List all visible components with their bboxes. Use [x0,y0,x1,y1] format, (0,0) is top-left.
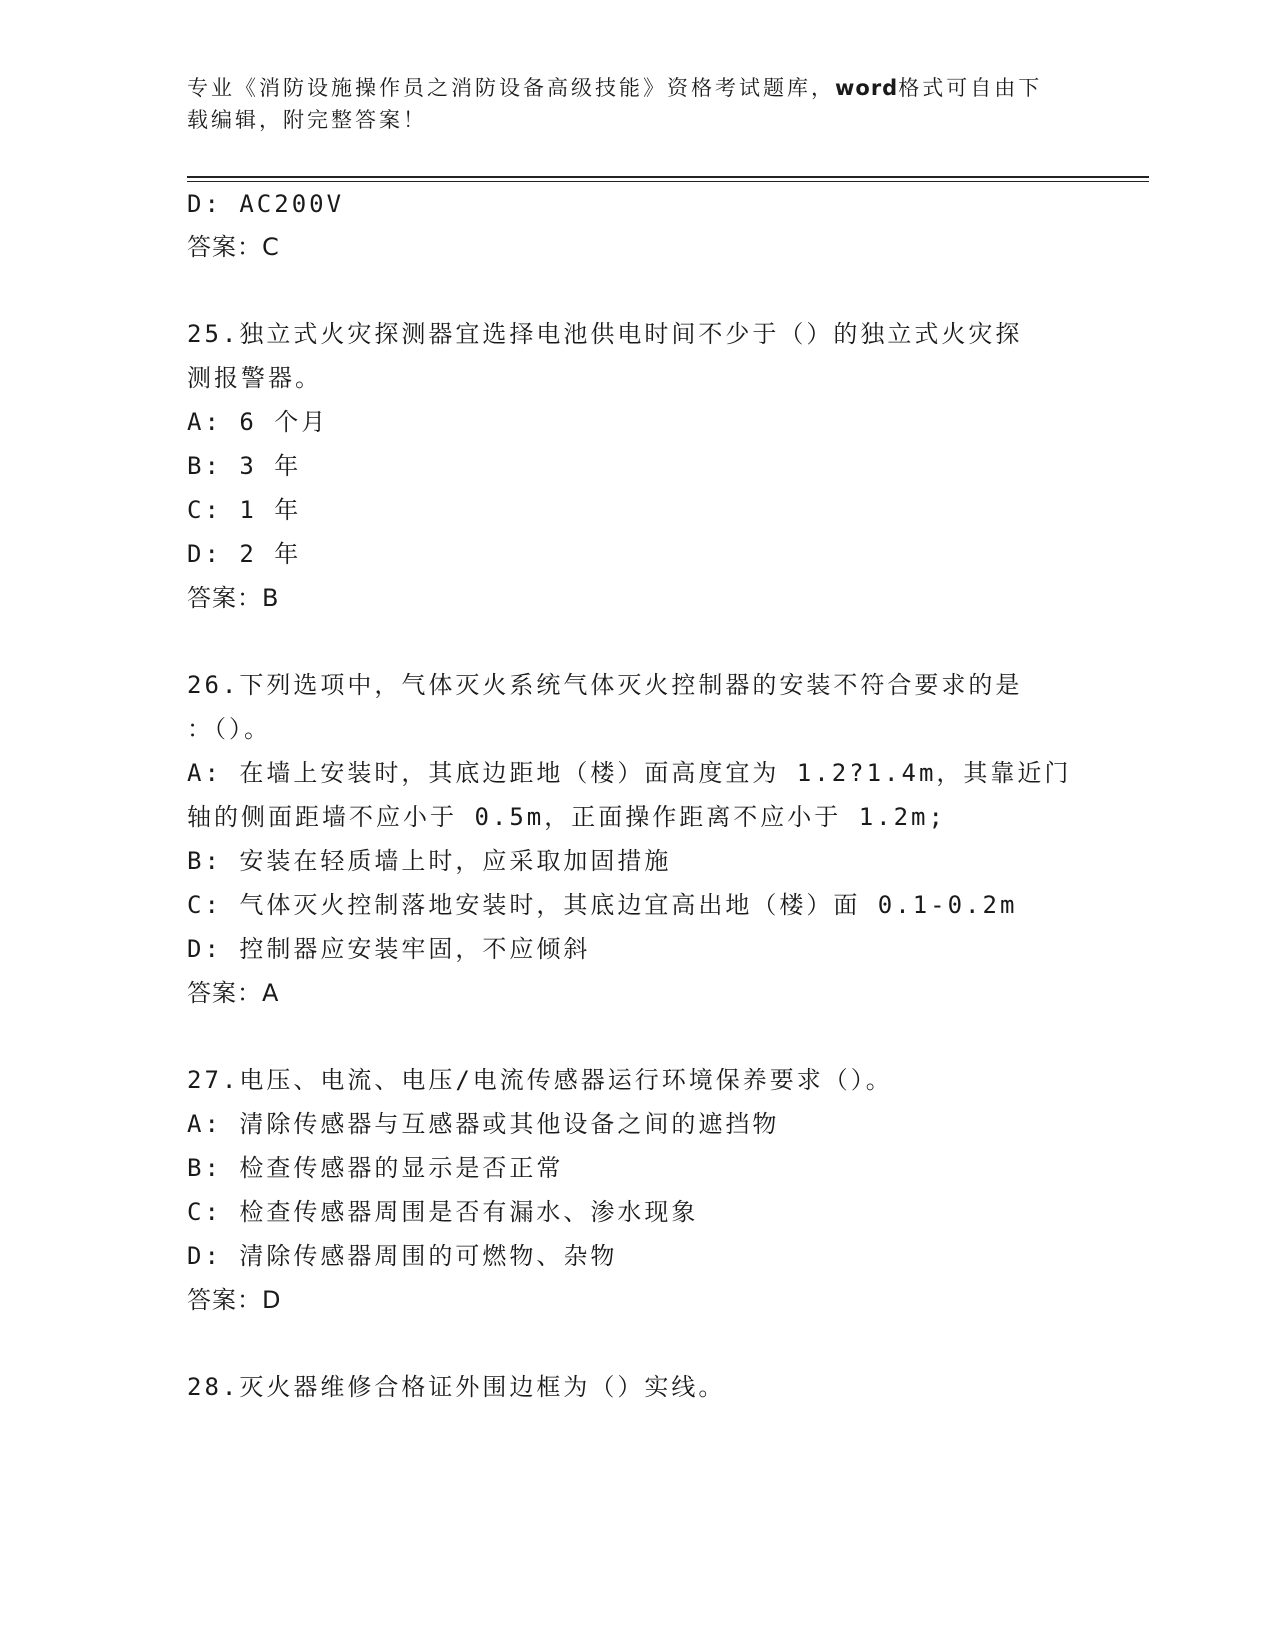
q26-option-c: C: 气体灭火控制落地安装时，其底边宜高出地（楼）面 0.1-0.2m [187,891,1018,919]
q25-option-d: D: 2 年 [187,540,302,568]
q25-answer: 答案：B [187,584,280,612]
q26-option-a-line-2: 轴的侧面距墙不应小于 0.5m，正面操作距离不应小于 1.2m; [187,803,946,831]
q27-option-c: C: 检查传感器周围是否有漏水、渗水现象 [187,1198,699,1226]
q25-stem-line-2: 测报警器。 [187,364,322,392]
q25-option-b: B: 3 年 [187,452,302,480]
q27-answer: 答案：D [187,1286,282,1314]
header-text-part1: 专业《消防设施操作员之消防设备高级技能》资格考试题库， [187,76,835,100]
document-header [187,72,1067,136]
q26-answer: 答案：A [187,979,280,1007]
q25-option-a: A: 6 个月 [187,408,329,436]
q26-option-a-line-1: A: 在墙上安装时，其底边距地（楼）面高度宜为 1.2?1.4m，其靠近门 [187,759,1072,787]
q27-option-b: B: 检查传感器的显示是否正常 [187,1154,564,1182]
q26-option-d: D: 控制器应安装牢固，不应倾斜 [187,935,591,963]
header-divider [187,176,1149,178]
q26-stem-line-2: ：（）。 [187,715,271,743]
prev-answer: 答案：C [187,233,280,261]
prev-option-d: D: AC200V [187,190,345,218]
header-word-format: word [835,76,899,100]
q27-stem: 27.电压、电流、电压/电流传感器运行环境保养要求（）。 [187,1066,893,1094]
q26-stem-line-1: 26.下列选项中，气体灭火系统气体灭火控制器的安装不符合要求的是 [187,671,1023,699]
q28-stem: 28.灭火器维修合格证外围边框为（）实线。 [187,1373,726,1401]
header-line-2: 载编辑，附完整答案！ [187,108,427,132]
q25-stem-line-1: 25.独立式火灾探测器宜选择电池供电时间不少于（）的独立式火灾探 [187,320,1023,348]
q27-option-a: A: 清除传感器与互感器或其他设备之间的遮挡物 [187,1110,780,1138]
header-line-1 [187,72,1067,104]
q25-option-c: C: 1 年 [187,496,302,524]
q27-option-d: D: 清除传感器周围的可燃物、杂物 [187,1242,618,1270]
q26-option-b: B: 安装在轻质墙上时，应采取加固措施 [187,847,672,875]
header-text-part2: 格式可自由下 [898,76,1043,100]
header-divider-thin [187,181,1149,182]
